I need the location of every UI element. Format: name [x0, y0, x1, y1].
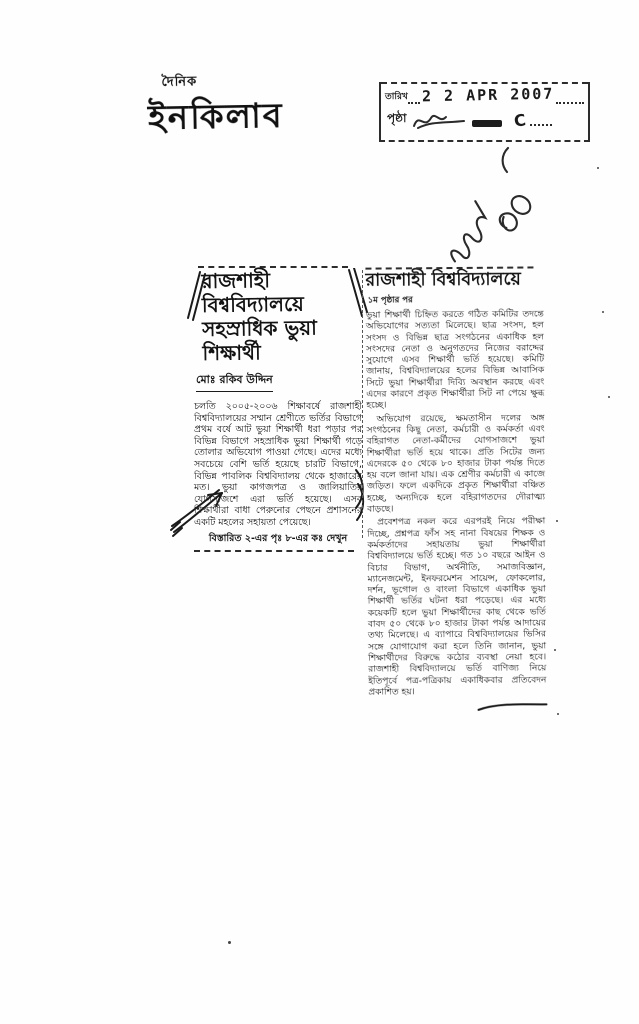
- scan-speck: [228, 941, 231, 944]
- byline: মোঃ রকিব উদ্দিন: [196, 371, 273, 392]
- crop-slash-marks-left: [184, 270, 206, 322]
- stamp-ink-blot: [472, 120, 502, 127]
- scan-speck: [556, 520, 558, 522]
- article-paragraph: ভুয়া শিক্ষার্থী চিহ্নিত করতে গঠিত কমিটির তদন্তে অভিযোগের সত্যতা মিলেছে। ছাত্র সংসদ, হল সংসদ ও বিভিন্ন ছাত্র সংগঠনের একাধিক হল সংসদের নেতা ও অনুগতদের নিজের বরাদ্দের সুযোগে এসব শিক্ষার্থী ভর্তি হয়েছে। কমিটি জানায়, বিশ্ববিদ্যালয়ের হলের বিভিন্ন আবাসিক সিটে ভুয়া শিক্ষার্থীরা দিব্যি অবস্থান করছে এবং এদের কারণে প্রকৃত শিক্ষার্থীরা সিট না পেয়ে ক্ষুব্ধ হচ্ছে।: [365, 309, 545, 411]
- newspaper-masthead: [147, 71, 284, 149]
- stamp-leader-dots: [408, 91, 420, 104]
- right-headline: রাজশাহী বিশ্ববিদ্যালয়ে: [365, 269, 521, 291]
- stamp-page-row: [381, 104, 588, 132]
- left-headline-line1: রাজশাহী বিশ্ববিদ্যালয়ে: [201, 268, 304, 318]
- stamp-date-row: [381, 82, 588, 104]
- cut-curve-marks: [352, 468, 366, 524]
- column-divider: [362, 270, 363, 538]
- stamp-date-value: 2 2 APR 2007: [421, 84, 555, 106]
- scan-speck: [557, 713, 559, 715]
- stamp-scribble-icon: [410, 108, 468, 132]
- left-article-body: চলতি ২০০৫-২০০৬ শিক্ষাবর্ষে রাজশাহী বিশ্ববিদ্যালয়ের সম্মান শ্রেণীতে ভর্তির বিভাগে প্রথম বর্ষে আট ভুয়া শিক্ষার্থী ধরা পড়ার পর বিভিন্ন বিভাগে সহস্রাধিক ভুয়া শিক্ষার্থী গড়ে তোলার অভিযোগ পাওয়া গেছে। এদের মধ্যে সবচেয়ে বেশি ভর্তি হয়েছে চারটি বিভাগে, বিভিন্ন পাবলিক বিশ্ববিদ্যালয় থেকে হাজারের মত। ভুয়া কাগজপত্র ও জালিয়াতির যোগসাজশে এরা ভর্তি হয়েছে। এসব শিক্ষার্থীরা বাধা পেরুনোর পেছনে প্রশাসনের একটি মহলের সহায়তা পেয়েছে।: [194, 401, 362, 528]
- scan-speck: [554, 649, 556, 651]
- masthead-tagline: দৈনিক: [161, 74, 198, 90]
- stamp-leader-dots: [556, 91, 584, 104]
- masthead-title: ইনকিলাব: [147, 95, 285, 139]
- clipping-left-column: [194, 268, 362, 552]
- right-article-body: [366, 309, 547, 698]
- article-paragraph: প্রবেশপত্র নকল করে এরপরই নিয়ে পরীক্ষা দিচ্ছে, প্রশ্নপত্র ফাঁস সহ নানা বিষয়ের শিক্ষক ও কর্মকর্তাদের সহায়তায় ভুয়া শিক্ষার্থীরা বিশ্ববিদ্যালয়ে ভর্তি হচ্ছে। গত ১০ বছরে আইন ও বিচার বিভাগ, অর্থনীতি, সমাজবিজ্ঞান, ম্যানেজমেন্ট, ইনফরমেশন সায়েন্স, ফোকলোর, দর্শন, ভূগোল ও বাংলা বিভাগে একাধিক ভুয়া শিক্ষার্থী ভর্তির ঘটনা ধরা পড়েছে। এর মধ্যে কয়েকটি হলে ভুয়া শিক্ষার্থীদের কাছ থেকে ভর্তি বাবদ ৫০ থেকে ৮০ হাজার টাকা পর্যন্ত আদায়ের তথ্য মিলেছে। এ ব্যাপারে বিশ্ববিদ্যালয়ের ভিসির সঙ্গে যোগাযোগ করা হলে তিনি জানান, ভুয়া শিক্ষার্থীদের বিরুদ্ধে কঠোর ব্যবস্থা নেয়া হবে। রাজশাহী বিশ্ববিদ্যালয়ে ভর্তি বাণিজ্য নিয়ে ইতিপূর্বে পত্র-পত্রিকায় একাধিকবার প্রতিবেদন প্রকাশিত হয়।: [367, 516, 547, 698]
- left-headline-line2: সহস্রাধিক ভুয়া শিক্ষার্থী: [202, 315, 318, 366]
- scan-speck: [597, 167, 599, 169]
- clipping-right-column: [365, 269, 546, 712]
- hand-arrow-icon: [170, 480, 232, 538]
- end-underline-stroke: [476, 699, 548, 712]
- article-paragraph: অভিযোগ রয়েছে, ক্ষমতাসীন দলের অঙ্গ সংগঠনের কিছু নেতা, কর্মচারী ও কর্মকর্তা এবং বহিরাগত নেতা-কর্মীদের যোগসাজশে ভুয়া শিক্ষার্থীরা ভর্তি হয়ে থাকে। প্রতি সিটের জন্য এদেরকে ৫০ থেকে ৮০ হাজার টাকা পর্যন্ত দিতে হয় বলে জানা যায়। এক শ্রেণীর কর্মচারী এ কাজে জড়িত। ফলে একদিকে প্রকৃত শিক্ষার্থীরা বঞ্চিত হচ্ছে, অন্যদিকে হলে বহিরাগতদের দৌরাত্ম্য বাড়ছে।: [366, 413, 546, 515]
- handwritten-annotation: [396, 132, 576, 282]
- date-stamp: [379, 82, 590, 142]
- left-headline: [193, 267, 362, 365]
- pen-stroke: [498, 146, 512, 174]
- scan-speck: [608, 396, 610, 398]
- stamp-trailing-dots: [530, 114, 552, 126]
- torn-edge-dashes: [194, 550, 354, 552]
- scan-speck: [602, 311, 604, 313]
- stamp-c-mark: C: [513, 109, 528, 131]
- continuation-note: বিস্তারিত ২-এর পৃঃ ৮-এর কঃ দেখুন: [208, 532, 348, 544]
- stamp-date-label: তারিখ: [385, 92, 408, 102]
- continued-from-note: ১ম পৃষ্ঠার পর: [367, 295, 413, 306]
- stamp-page-label: পৃষ্ঠা: [387, 111, 407, 125]
